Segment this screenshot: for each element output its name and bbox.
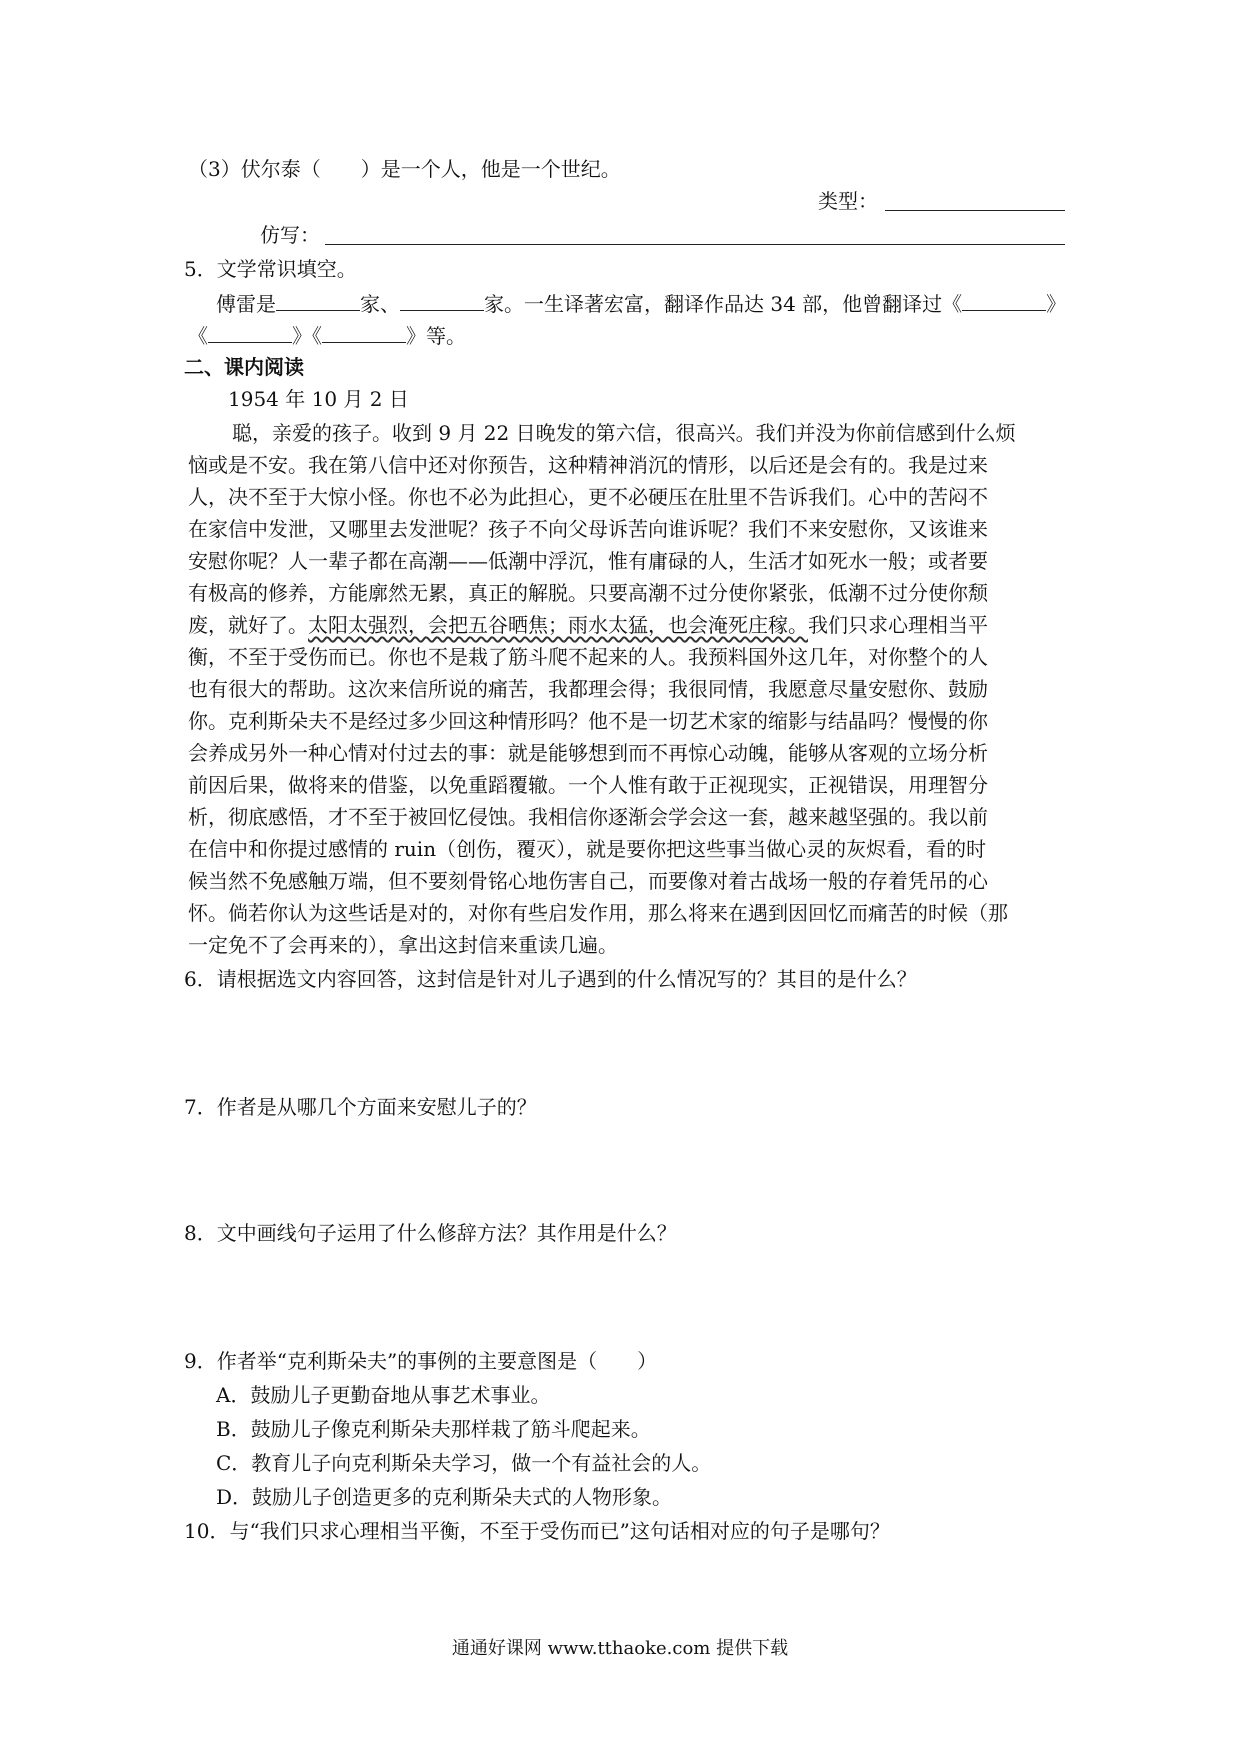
imitate-answer-line[interactable] — [325, 244, 1065, 245]
letter-line: 在家信中发泄，又哪里去发泄呢？孩子不向父母诉苦向谁诉呢？我们不来安慰你，又该谁来 — [188, 517, 988, 541]
letter-line: 恼或是不安。我在第八信中还对你预告，这种精神消沉的情形，以后还是会有的。我是过来 — [188, 453, 988, 477]
q5-text-f: 》《 — [292, 324, 322, 348]
letter-line: 你。克利斯朵夫不是经过多少回这种情形吗？他不是一切艺术家的缩影与结晶吗？慢慢的你 — [188, 709, 988, 733]
q5-blank-3[interactable] — [962, 290, 1046, 311]
underlined-sentence: 太阳太强烈，会把五谷晒焦；雨水太猛，也会淹死庄稼。 — [308, 613, 808, 637]
q5-text-a: 傅雷是 — [216, 292, 276, 316]
q5-text-d: 》 — [1046, 292, 1067, 316]
letter-line: 也有很大的帮助。这次来信所说的痛苦，我都理会得；我很同情，我愿意尽量安慰你、鼓励 — [188, 677, 988, 701]
type-label: 类型： — [818, 189, 878, 213]
letter-date: 1954 年 10 月 2 日 — [228, 387, 409, 411]
letter-line: 衡，不至于受伤而已。你也不是栽了筋斗爬不起来的人。我预料国外这几年，对你整个的人 — [188, 645, 988, 669]
question-9: 9．作者举“克利斯朵夫”的事例的主要意图是（ ） — [184, 1349, 658, 1373]
q5-text-e: 《 — [188, 324, 208, 348]
letter-line — [188, 612, 988, 638]
q5-title: 5．文学常识填空。 — [184, 257, 357, 281]
letter-text: 我们只求心理相当平 — [808, 613, 988, 637]
q5-blank-1[interactable] — [276, 290, 360, 311]
type-answer-line[interactable] — [885, 210, 1065, 211]
letter-line: 候当然不免感触万端，但不要刻骨铭心地伤害自己，而要像对着古战场一般的存着凭吊的心 — [188, 869, 988, 893]
question-8: 8．文中画线句子运用了什么修辞方法？其作用是什么？ — [184, 1221, 677, 1245]
letter-text: 废，就好了。 — [188, 613, 308, 637]
q5-blank-2[interactable] — [400, 290, 484, 311]
letter-line: 怀。倘若你认为这些话是对的，对你有些启发作用，那么将来在遇到因回忆而痛苦的时候（那 — [188, 901, 1008, 925]
letter-line: 有极高的修养，方能廓然无累，真正的解脱。只要高潮不过分使你紧张，低潮不过分使你颓 — [188, 581, 988, 605]
letter-line: 会养成另外一种心情对付过去的事：就是能够想到而不再惊心动魄，能够从客观的立场分析 — [188, 741, 988, 765]
q5-text-b: 家、 — [360, 292, 400, 316]
q5-blank-4[interactable] — [208, 322, 292, 343]
letter-line: 一定免不了会再来的），拿出这封信来重读几遍。 — [188, 933, 618, 957]
footer-credit: 通通好课网 www.tthaoke.com 提供下载 — [451, 1638, 789, 1659]
q5-line2 — [188, 322, 466, 349]
section-heading: 二、课内阅读 — [184, 355, 304, 379]
letter-line: 聪，亲爱的孩子。收到 9 月 22 日晚发的第六信，很高兴。我们并没为你前信感到什么烦 — [232, 421, 1016, 445]
letter-line: 人，决不至于大惊小怪。你也不必为此担心，更不必硬压在肚里不告诉我们。心中的苦闷不 — [188, 485, 988, 509]
question-7: 7．作者是从哪几个方面来安慰儿子的？ — [184, 1095, 537, 1119]
question-10: 10．与“我们只求心理相当平衡，不至于受伤而已”这句话相对应的句子是哪句？ — [184, 1519, 890, 1543]
question-6: 6．请根据选文内容回答，这封信是针对儿子遇到的什么情况写的？其目的是什么？ — [184, 967, 917, 991]
q4-item3-text: （3）伏尔泰（ ）是一个人，他是一个世纪。 — [188, 157, 621, 181]
option-c[interactable]: C．教育儿子向克利斯朵夫学习，做一个有益社会的人。 — [216, 1451, 712, 1475]
letter-line: 在信中和你提过感情的 ruin（创伤，覆灭），就是要你把这些事当做心灵的灰烬看，看的时 — [188, 837, 987, 861]
option-d[interactable]: D．鼓励儿子创造更多的克利斯朵夫式的人物形象。 — [216, 1485, 673, 1509]
q5-text-g: 》等。 — [406, 324, 466, 348]
imitate-label: 仿写： — [260, 223, 320, 247]
q5-line1 — [216, 290, 1066, 317]
option-b[interactable]: B．鼓励儿子像克利斯朵夫那样栽了筋斗爬起来。 — [216, 1417, 651, 1441]
letter-line: 安慰你呢？人一辈子都在高潮——低潮中浮沉，惟有庸碌的人，生活才如死水一般；或者要 — [188, 549, 988, 573]
q5-text-c: 家。一生译著宏富，翻译作品达 34 部，他曾翻译过《 — [484, 292, 963, 316]
letter-line: 前因后果，做将来的借鉴，以免重蹈覆辙。一个人惟有敢于正视现实，正视错误，用理智分 — [188, 773, 988, 797]
option-a[interactable]: A．鼓励儿子更勤奋地从事艺术事业。 — [216, 1383, 551, 1407]
q5-blank-5[interactable] — [322, 322, 406, 343]
letter-line: 析，彻底感悟，才不至于被回忆侵蚀。我相信你逐渐会学会这一套，越来越坚强的。我以前 — [188, 805, 988, 829]
